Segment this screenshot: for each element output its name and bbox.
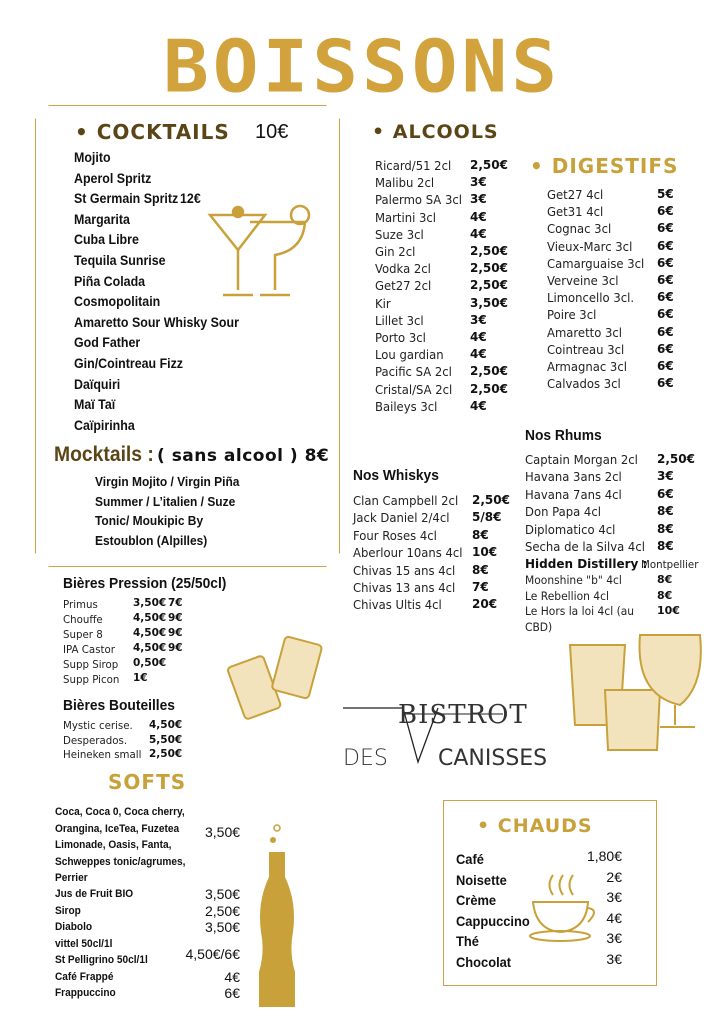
cocktail-glasses-icon [205, 200, 315, 305]
cocktail-item: Margarita [74, 211, 130, 227]
coffee-cup-icon [528, 870, 603, 945]
list-item-price: 6€ [657, 273, 674, 287]
distillery-label: Hidden Distillery : [525, 557, 648, 571]
cocktail-item: Maï Taï [74, 397, 116, 413]
page-title: BOISSONS [162, 24, 562, 109]
list-item-price: 4€ [470, 226, 487, 241]
beer-name: Supp Sirop [63, 658, 119, 671]
beer-price-50cl: 7€ [168, 597, 183, 609]
list-item-price: 6€ [657, 290, 674, 305]
hot-drink-price: 2€ [606, 868, 622, 885]
beer-price-50cl: 9€ [168, 627, 183, 639]
list-item-price: 6€ [657, 221, 674, 236]
beer-name: Primus [63, 598, 98, 611]
hot-drink-price: 3€ [606, 950, 622, 967]
list-item-price: 2,50€ [472, 493, 510, 507]
list-item-price: 20€ [472, 597, 498, 612]
list-item-name: Le Hors la loi 4cl (au [525, 604, 635, 618]
list-item-name: Poire 3cl [547, 307, 597, 323]
soft-price: 3,50€ [204, 886, 240, 902]
beer-price-25cl: 4,50€ [133, 642, 167, 654]
soft-item: vittel 50cl/1l [55, 937, 113, 950]
list-item-name: Lillet 3cl [375, 312, 424, 328]
list-item-name: Desperados. [63, 733, 128, 747]
hot-drink-price: 1,80€ [586, 848, 622, 864]
list-item-name: Kir [375, 295, 391, 311]
cocktail-item: Gin/Cointreau Fizz [74, 356, 184, 371]
beer-name: IPA Castor [63, 643, 116, 656]
list-item-price: 2,50€ [470, 244, 508, 258]
soft-price: 4€ [224, 968, 240, 985]
cocktails-heading-text: COCKTAILS [96, 120, 230, 144]
cocktail-item: Cuba Libre [74, 232, 139, 248]
list-item-name: Secha de la Silva 4cl [525, 539, 645, 554]
list-item-price: 2,50€ [470, 158, 508, 172]
soft-group-line: Orangina, IceTea, Fuzetea [55, 822, 180, 835]
softs-heading: SOFTS [108, 770, 187, 794]
alcools-heading-text: ALCOOLS [392, 121, 499, 143]
list-item-name: Malibu 2cl [375, 175, 435, 191]
mocktail-line: Summer / L’italien / Suze [95, 493, 236, 509]
list-item-price: 6€ [657, 359, 674, 373]
list-item-name: Amaretto 3cl [547, 324, 623, 340]
mocktail-line: Virgin Mojito / Virgin Piña [95, 474, 240, 489]
soft-item: St Pelligrino 50cl/1l [55, 954, 148, 966]
list-item-price: 2,50€ [470, 261, 508, 276]
list-item-name: Baileys 3cl [375, 398, 438, 414]
hot-drink-price: 3€ [606, 930, 622, 946]
list-item-name: Vieux-Marc 3cl [547, 238, 633, 254]
list-item-name: Captain Morgan 2cl [525, 452, 638, 467]
whisky-glasses-icon [565, 625, 710, 755]
cocktail-item: St Germain Spritz [74, 191, 179, 207]
list-item-name: Calvados 3cl [547, 376, 621, 392]
list-item-price: 10€ [472, 545, 498, 560]
special-price: 12€ [180, 191, 201, 207]
list-item-price: 6€ [657, 255, 674, 270]
list-item-name: Ricard/51 2cl [375, 158, 452, 173]
list-item-name: Gin 2cl [375, 244, 416, 259]
soft-price: 6€ [224, 985, 240, 1001]
list-item-price: 6€ [657, 324, 674, 339]
list-item-price: 4€ [470, 209, 487, 224]
list-item-price: 8€ [472, 562, 489, 577]
chauds-heading-text: CHAUDS [497, 815, 593, 837]
list-item-price: 6€ [657, 238, 674, 253]
beer-price-50cl: 9€ [168, 612, 183, 624]
mocktails-heading: Mocktails : [54, 443, 154, 466]
soft-group-line: Coca, Coca 0, Coca cherry, [55, 806, 185, 818]
list-item-price: 2,50€ [470, 381, 508, 396]
soft-item: Café Frappé [55, 970, 114, 983]
beer-name: Super 8 [63, 628, 103, 641]
list-item-price: 3€ [470, 312, 487, 327]
list-item-price: 7€ [472, 580, 489, 594]
cocktails-heading: • COCKTAILS [75, 120, 230, 144]
cbd-line: CBD) [525, 620, 553, 634]
cocktail-item: Caïpirinha [74, 417, 135, 433]
soft-item: Frappuccino [55, 987, 116, 999]
list-item-price: 2,50€ [470, 364, 508, 379]
soft-price: 3,50€ [204, 919, 240, 935]
chauds-heading: • CHAUDS [477, 815, 593, 837]
list-item-name: Verveine 3cl [547, 273, 619, 288]
list-item-price: 8€ [657, 588, 673, 602]
bistrot-logo [343, 700, 568, 780]
cocktail-item: Aperol Spritz [74, 170, 152, 186]
list-item-name: Get27 4cl [547, 187, 604, 202]
list-item-price: 8€ [657, 573, 673, 586]
beer-mugs-icon [220, 620, 340, 730]
list-item-name: Suze 3cl [375, 226, 424, 242]
rhums-heading: Nos Rhums [525, 427, 602, 444]
distillery-city: Montpellier [641, 558, 699, 571]
list-item-name: Jack Daniel 2/4cl [353, 510, 450, 526]
list-item-price: 5€ [657, 187, 674, 201]
list-item-price: 6€ [657, 341, 674, 356]
bieres-bouteilles-heading: Bières Bouteilles [63, 697, 175, 714]
list-item-name: Cognac 3cl [547, 221, 612, 237]
list-item-price: 2,50€ [657, 452, 695, 466]
list-item-name: Cristal/SA 2cl [375, 381, 453, 397]
list-item-name: Havana 3ans 2cl [525, 469, 622, 485]
list-item-name: Chivas Ultis 4cl [353, 597, 442, 613]
logo-line1: BISTROT [398, 700, 528, 730]
list-item-price: 8€ [472, 527, 489, 542]
hot-drink-price: 3€ [606, 889, 622, 905]
list-item-price: 8€ [657, 539, 674, 553]
list-item-price: 6€ [657, 204, 674, 219]
soft-group-line: Limonade, Oasis, Fanta, [55, 839, 172, 851]
cocktail-item: Piña Colada [74, 273, 146, 289]
softs-group-price: 3,50€ [205, 824, 241, 840]
list-item-name: Vodka 2cl [375, 261, 431, 277]
soft-group-line: Schweppes tonic/agrumes, [55, 855, 186, 868]
list-item-price: 4,50€ [149, 719, 183, 731]
cocktail-item: Tequila Sunrise [74, 253, 166, 268]
soft-item: Diabolo [55, 921, 93, 933]
whiskys-heading: Nos Whiskys [353, 467, 439, 484]
cocktail-item: God Father [74, 335, 141, 351]
list-item-name: Limoncello 3cl. [547, 290, 635, 306]
list-item-price: 6€ [657, 486, 674, 501]
soft-price: 4,50€/6€ [185, 946, 240, 962]
list-item-name: Moonshine "b" 4cl [525, 573, 622, 587]
list-item-price: 4€ [470, 347, 487, 362]
list-item-price: 6€ [657, 376, 674, 391]
cocktail-item: Cosmopolitain [74, 294, 161, 310]
beer-price-25cl: 1€ [133, 672, 148, 684]
list-item-name: Havana 7ans 4cl [525, 486, 622, 502]
list-item-name: Clan Campbell 2cl [353, 493, 459, 508]
list-item-price: 10€ [657, 604, 680, 617]
list-item-name: Don Papa 4cl [525, 504, 601, 520]
hot-drink-name: Thé [456, 933, 479, 949]
beer-price-25cl: 4,50€ [133, 612, 167, 624]
list-item-name: Diplomatico 4cl [525, 521, 616, 537]
hot-drink-name: Cappuccino [456, 912, 530, 929]
list-item-name: Martini 3cl [375, 209, 437, 225]
list-item-price: 3€ [470, 192, 487, 207]
list-item-price: 3€ [657, 469, 674, 484]
soft-item: Sirop [55, 904, 81, 917]
list-item-name: Get27 2cl [375, 278, 432, 294]
list-item-name: Porto 3cl [375, 330, 426, 345]
list-item-name: Camarguaise 3cl [547, 255, 645, 271]
list-item-price: 8€ [657, 521, 674, 536]
list-item-name: Mystic cerise. [63, 719, 133, 732]
soft-price: 2,50€ [204, 902, 240, 919]
list-item-name: Chivas 13 ans 4cl [353, 580, 456, 595]
list-item-price: 3€ [470, 175, 487, 190]
cocktail-item: Mojito [74, 150, 111, 165]
list-item-name: Chivas 15 ans 4cl [353, 562, 456, 578]
hot-drink-name: Chocolat [456, 953, 512, 970]
list-item-price: 8€ [657, 504, 674, 519]
list-item-name: Le Rebellion 4cl [525, 588, 609, 603]
beer-price-25cl: 4,50€ [133, 627, 167, 639]
cocktail-item: Amaretto Sour Whisky Sour [74, 314, 239, 330]
list-item-name: Pacific SA 2cl [375, 364, 452, 380]
list-item-price: 6€ [657, 307, 674, 322]
list-item-price: 5,50€ [149, 733, 183, 746]
list-item-price: 4€ [470, 330, 487, 344]
list-item-name: Cointreau 3cl [547, 341, 625, 357]
cocktail-item: Daïquiri [74, 376, 121, 392]
cocktails-price: 10€ [255, 121, 289, 143]
soft-group-line: Perrier [55, 872, 88, 884]
mocktail-line: Tonic/ Moukipic By [95, 513, 204, 528]
list-item-name: Aberlour 10ans 4cl [353, 545, 463, 561]
list-item-price: 2,50€ [149, 748, 183, 760]
list-item-name: Get31 4cl [547, 204, 604, 220]
logo-line2b: CANISSES [438, 746, 548, 771]
beer-name: Supp Picon [63, 673, 120, 686]
logo-line2a: DES [343, 746, 388, 771]
list-item-name: Lou gardian [375, 347, 444, 363]
mocktails-subheading: ( sans alcool ) 8€ [157, 446, 330, 466]
list-item-name: Palermo SA 3cl [375, 192, 462, 208]
bieres-pression-heading: Bières Pression (25/50cl) [63, 575, 227, 592]
beer-price-50cl: 9€ [168, 642, 183, 654]
list-item-price: 5/8€ [472, 510, 502, 525]
beer-name: Chouffe [63, 613, 103, 626]
list-item-name: Four Roses 4cl [353, 527, 437, 543]
mocktail-line: Estoublon (Alpilles) [95, 532, 208, 548]
alcools-heading: • ALCOOLS [372, 121, 499, 143]
beer-price-25cl: 3,50€ [133, 597, 167, 609]
hot-drink-name: Café [456, 851, 484, 867]
soft-item: Jus de Fruit BIO [55, 888, 134, 900]
list-item-price: 3,50€ [470, 295, 508, 310]
digestifs-heading-text: DIGESTIFS [551, 154, 679, 178]
digestifs-heading: • DIGESTIFS [530, 154, 679, 178]
list-item-name: Heineken small [63, 748, 142, 761]
beer-price-25cl: 0,50€ [133, 657, 167, 669]
hot-drink-name: Noisette [456, 871, 507, 888]
list-item-name: Armagnac 3cl [547, 359, 627, 374]
hot-drink-price: 4€ [606, 909, 622, 926]
list-item-price: 4€ [470, 398, 487, 413]
soda-bottle-icon [255, 822, 300, 1012]
hot-drink-name: Crème [456, 892, 497, 908]
list-item-price: 2,50€ [470, 278, 508, 293]
